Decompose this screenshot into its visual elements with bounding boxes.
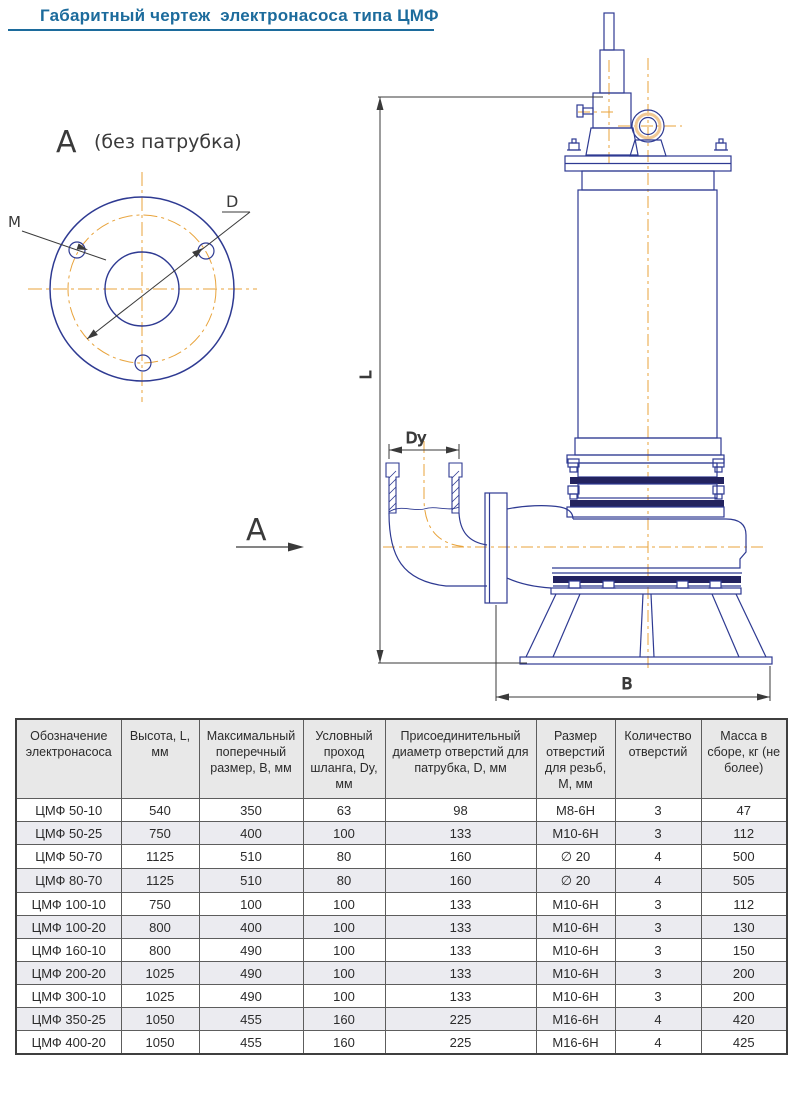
col-designation: Обозначение электронасоса (16, 719, 121, 799)
table-cell: ЦМФ 200-20 (16, 962, 121, 985)
table-cell: 160 (385, 845, 536, 869)
table-cell: ЦМФ 160-10 (16, 939, 121, 962)
table-cell: М10-6Н (536, 822, 615, 845)
dim-B-label: B (621, 674, 633, 693)
pump-outline (386, 13, 772, 664)
table-cell: ЦМФ 50-70 (16, 845, 121, 869)
table-cell: 400 (199, 822, 303, 845)
table-cell: 100 (303, 985, 385, 1008)
spec-table-body (16, 799, 787, 1055)
table-cell: 150 (701, 939, 787, 962)
table-cell: ЦМФ 100-10 (16, 893, 121, 916)
table-cell: 133 (385, 893, 536, 916)
table-cell: 3 (615, 893, 701, 916)
table-cell: 455 (199, 1031, 303, 1055)
table-cell: 490 (199, 962, 303, 985)
table-cell: М10-6Н (536, 893, 615, 916)
table-cell: 100 (199, 893, 303, 916)
table-cell: 1050 (121, 1008, 199, 1031)
table-cell: 400 (199, 916, 303, 939)
table-cell: 200 (701, 962, 787, 985)
table-cell: 200 (701, 985, 787, 1008)
spec-table (15, 718, 788, 1055)
col-hole-count: Количество отверстий (615, 719, 701, 799)
table-cell: 1125 (121, 869, 199, 893)
table-cell: 455 (199, 1008, 303, 1031)
table-cell: 80 (303, 845, 385, 869)
table-cell: 133 (385, 962, 536, 985)
table-cell: 500 (701, 845, 787, 869)
table-row (16, 1008, 787, 1031)
table-cell: 3 (615, 916, 701, 939)
table-cell: 425 (701, 1031, 787, 1055)
table-cell: 100 (303, 822, 385, 845)
table-cell: 100 (303, 893, 385, 916)
view-a-note: (без патрубка) (94, 131, 242, 153)
table-row (16, 893, 787, 916)
table-cell: 4 (615, 1008, 701, 1031)
table-cell: М8-6Н (536, 799, 615, 822)
table-cell: 4 (615, 869, 701, 893)
table-cell: 160 (303, 1031, 385, 1055)
table-cell: 100 (303, 916, 385, 939)
view-a-label: А (56, 125, 77, 160)
table-cell: 750 (121, 822, 199, 845)
col-conn-diameter: Присоединительный диаметр отверстий для патрубка, D, мм (385, 719, 536, 799)
table-cell: 3 (615, 822, 701, 845)
table-cell: 133 (385, 822, 536, 845)
table-row (16, 822, 787, 845)
dim-M-label: М (8, 213, 21, 231)
table-cell: 1050 (121, 1031, 199, 1055)
table-row (16, 985, 787, 1008)
table-cell: 80 (303, 869, 385, 893)
table-cell: 160 (303, 1008, 385, 1031)
pump-dimensions (357, 97, 770, 701)
table-cell: 3 (615, 939, 701, 962)
table-row (16, 916, 787, 939)
table-row (16, 1031, 787, 1055)
table-cell: 3 (615, 799, 701, 822)
flange-view-a (8, 125, 257, 402)
table-cell: 540 (121, 799, 199, 822)
table-cell: М10-6Н (536, 916, 615, 939)
spec-table-header (16, 719, 787, 799)
dim-Dy-label: Dy (405, 429, 427, 447)
table-cell: 1025 (121, 962, 199, 985)
table-cell: 100 (303, 962, 385, 985)
table-cell: 47 (701, 799, 787, 822)
page-title: Габаритный чертеж электронасоса типа ЦМФ (40, 6, 439, 25)
table-cell: ЦМФ 100-20 (16, 916, 121, 939)
table-cell: 1125 (121, 845, 199, 869)
table-cell: 3 (615, 985, 701, 1008)
table-cell: 63 (303, 799, 385, 822)
table-cell: 133 (385, 985, 536, 1008)
table-cell: 3 (615, 962, 701, 985)
view-arrow-label: А (246, 513, 267, 548)
table-cell: М16-6Н (536, 1031, 615, 1055)
col-hole-size: Размер отверстий для резьб, М, мм (536, 719, 615, 799)
table-row (16, 845, 787, 869)
col-height: Высота, L, мм (121, 719, 199, 799)
table-cell: 112 (701, 893, 787, 916)
table-cell: ЦМФ 80-70 (16, 869, 121, 893)
table-cell: М10-6Н (536, 985, 615, 1008)
table-row (16, 869, 787, 893)
table-cell: ЦМФ 50-10 (16, 799, 121, 822)
page-title-underline (8, 2, 439, 31)
dim-D (87, 192, 250, 339)
table-cell: М10-6Н (536, 962, 615, 985)
table-row (16, 939, 787, 962)
table-cell: 350 (199, 799, 303, 822)
table-cell: 800 (121, 916, 199, 939)
table-cell: М16-6Н (536, 1008, 615, 1031)
col-hose-bore: Условный проход шланга, Dy, мм (303, 719, 385, 799)
table-cell: 160 (385, 869, 536, 893)
table-cell: 800 (121, 939, 199, 962)
table-cell: 4 (615, 1031, 701, 1055)
table-cell: 490 (199, 985, 303, 1008)
dim-L-label: L (357, 370, 375, 380)
table-cell: 750 (121, 893, 199, 916)
table-cell: 225 (385, 1031, 536, 1055)
table-cell: 133 (385, 939, 536, 962)
table-cell: 130 (701, 916, 787, 939)
dim-D-label: D (226, 192, 239, 211)
table-cell: ЦМФ 400-20 (16, 1031, 121, 1055)
table-row (16, 799, 787, 822)
pump-side-view (357, 13, 772, 701)
table-cell: М10-6Н (536, 939, 615, 962)
table-cell: 112 (701, 822, 787, 845)
table-cell: 490 (199, 939, 303, 962)
header-row (16, 719, 787, 799)
table-cell: ∅ 20 (536, 845, 615, 869)
table-cell: 510 (199, 845, 303, 869)
table-cell: ЦМФ 350-25 (16, 1008, 121, 1031)
table-cell: 100 (303, 939, 385, 962)
table-cell: 510 (199, 869, 303, 893)
table-cell: 420 (701, 1008, 787, 1031)
table-row (16, 962, 787, 985)
table-cell: 133 (385, 916, 536, 939)
table-cell: ∅ 20 (536, 869, 615, 893)
table-cell: ЦМФ 50-25 (16, 822, 121, 845)
view-a-arrow (236, 513, 304, 552)
table-cell: 98 (385, 799, 536, 822)
table-cell: 1025 (121, 985, 199, 1008)
col-mass: Масса в сборе, кг (не более) (701, 719, 787, 799)
col-max-size: Максимальный поперечный размер, В, мм (199, 719, 303, 799)
flange-centerlines (28, 172, 257, 402)
table-cell: 225 (385, 1008, 536, 1031)
table-cell: 4 (615, 845, 701, 869)
table-cell: ЦМФ 300-10 (16, 985, 121, 1008)
table-cell: 505 (701, 869, 787, 893)
